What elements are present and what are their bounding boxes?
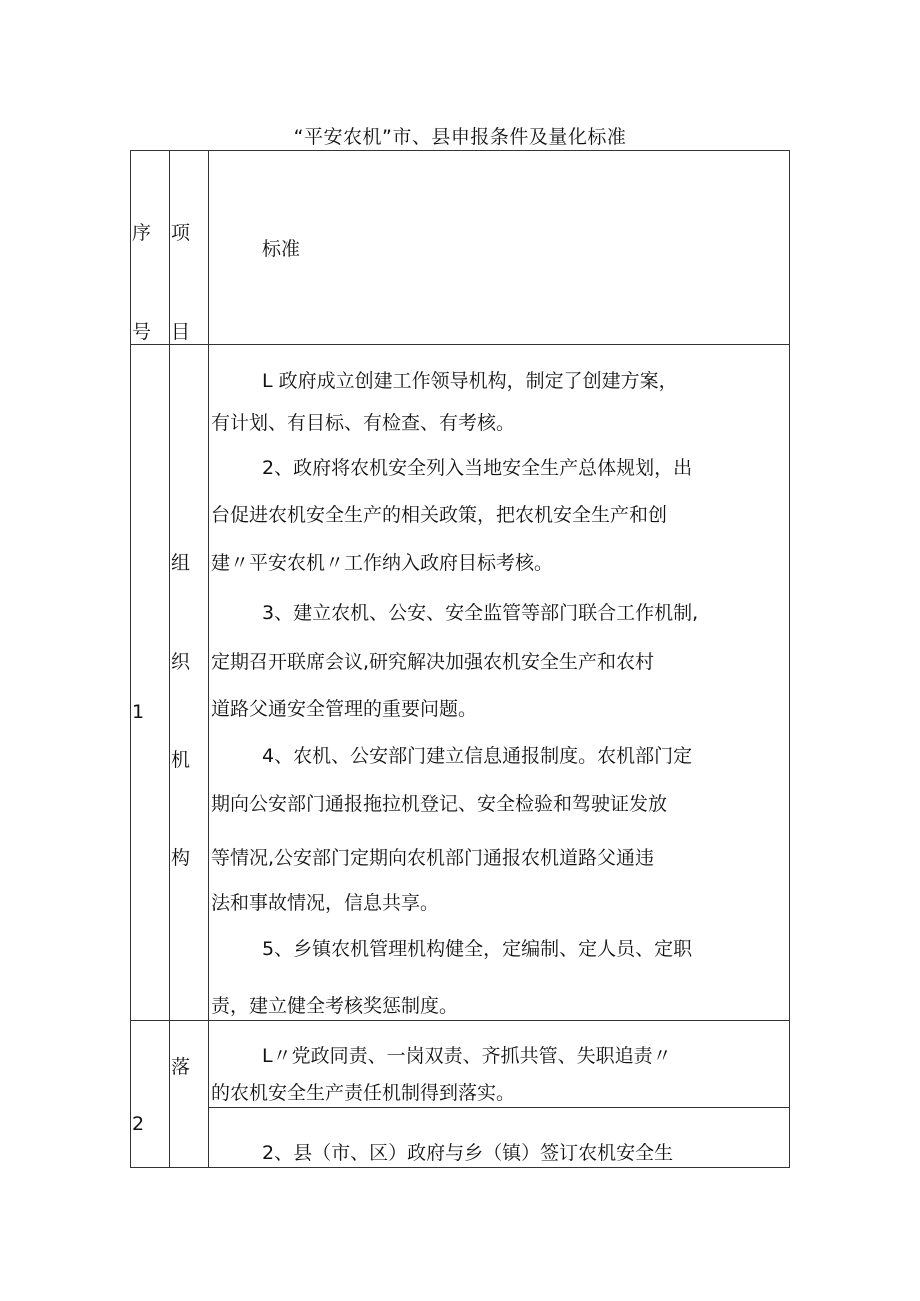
table-divider-row2-inner [209,1107,790,1108]
row2-seq: 2 [132,1113,145,1135]
row2-line: 的农机安全生产责任机制得到落实。 [211,1082,516,1104]
table-divider-col1 [169,150,170,1168]
row1-line: L 政府成立创建工作领导机构，制定了创建方案， [262,370,678,392]
page-title: “平安农机”市、县申报条件及量化标准 [293,126,627,148]
row1-line: 期向公安部门通报拖拉机登记、安全检验和驾驶证发放 [211,793,668,815]
row1-line: 3、建立农机、公安、安全监管等部门联合工作机制, [262,602,699,624]
row1-line: 建〃平安农机〃工作纳入政府目标考核。 [211,552,554,574]
table-border-right [789,150,790,1168]
header-item-bottom: 目 [171,321,191,343]
row1-seq: 1 [132,701,145,723]
table-divider-row1 [130,1020,790,1021]
row1-line: 5、乡镇农机管理机构健全，定编制、定人员、定职 [262,938,693,960]
row1-line: 等情况,公安部门定期向农机部门通报农机道路父通违 [211,847,655,869]
row1-line: 有计划、有目标、有检查、有考核。 [211,412,516,434]
header-standard: 标准 [262,238,301,260]
row1-line: 定期召开联席会议,研究解决加强农机安全生产和农村 [211,651,655,673]
header-seq-top: 序 [132,222,152,244]
row1-line: 台促进农机安全生产的相关政策，把农机安全生产和创 [211,504,668,526]
row1-line: 4、农机、公安部门建立信息通报制度。农机部门定 [262,745,693,767]
row1-item-char: 织 [171,651,191,673]
table-divider-header [130,344,790,345]
row1-item-char: 组 [171,552,191,574]
table-divider-col2 [208,150,209,1168]
row1-line: 2、政府将农机安全列入当地安全生产总体规划，出 [262,457,693,479]
row2-line: L〃党政同责、一岗双责、齐抓共管、失职追责〃 [262,1045,672,1067]
row1-line: 道路父通安全管理的重要问题。 [211,698,478,720]
row1-item-char: 机 [171,749,191,771]
row2-line: 2、县（市、区）政府与乡（镇）签订农机安全生 [262,1142,674,1164]
table-border-left [130,150,131,1168]
header-seq-bottom: 号 [132,321,152,343]
row2-item-char: 落 [171,1056,191,1078]
table-border-bottom [130,1167,790,1168]
header-item-top: 项 [171,222,191,244]
row1-line: 法和事故情况，信息共享。 [211,892,440,914]
table-border-top [130,150,790,151]
row1-line: 责，建立健全考核奖惩制度。 [211,995,459,1017]
row1-item-char: 构 [171,847,191,869]
